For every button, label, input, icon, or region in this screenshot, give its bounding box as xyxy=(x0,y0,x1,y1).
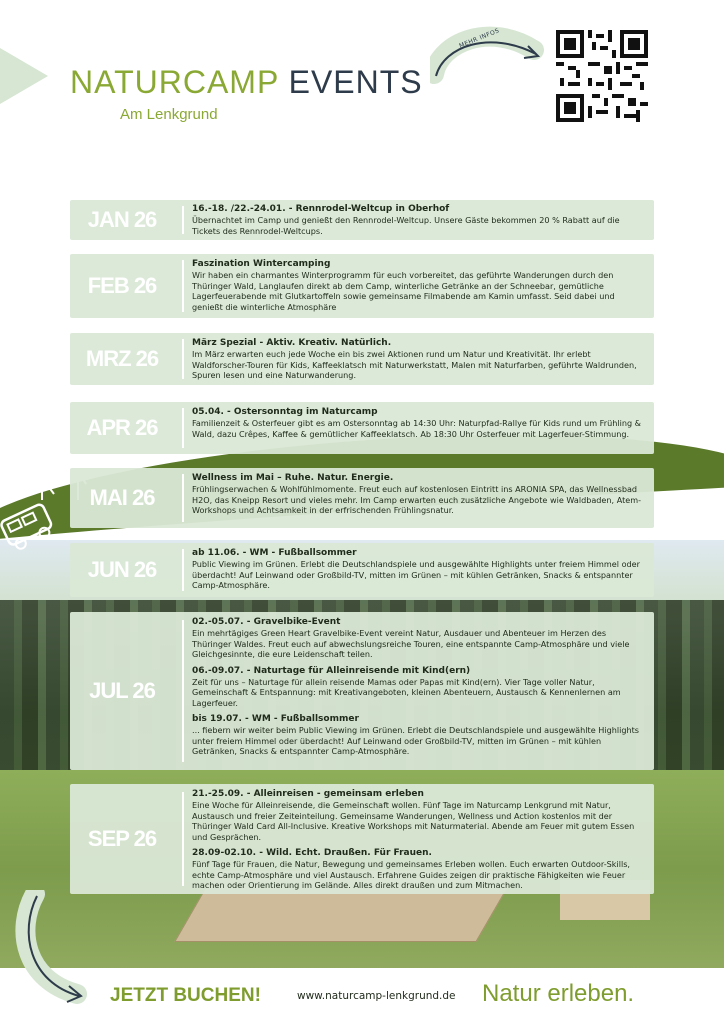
camper-van-icon xyxy=(0,495,56,557)
event-text: Im März erwarten euch jede Woche ein bis zwei Aktionen rund um Natur und Kreativität. Ihr erlebt Waldforscher-Touren für Kids, Kaffeeklatsch mit Naturwerkstatt, Malen mit Naturfarben, geführte Waldrunden, Spuren lesen und eine Naturwanderung. xyxy=(192,349,637,380)
row-divider xyxy=(182,206,184,234)
event-title: Wellness im Mai – Ruhe. Natur. Energie. xyxy=(192,473,394,483)
event-title: Faszination Wintercamping xyxy=(192,259,331,269)
event-text: ... fiebern wir weiter beim Public Viewing im Grünen. Erlebt die Deutschlandspiele und ausgewählte Highlights unter freiem Himmel oder überdacht! Auf Leinwand oder Großbild-TV, mitten im Grünen – mit kühlen Getränken, Snacks & entspannter Camp-Atmosphäre. xyxy=(192,725,640,756)
event-row-jun xyxy=(70,543,654,597)
month-label: SEP 26 xyxy=(87,826,157,851)
event-row-feb xyxy=(70,254,654,318)
event-text: Eine Woche für Alleinreisende, die Gemeinschaft wollen. Fünf Tage im Naturcamp Lenkgrund mit Natur, Austausch und freier Zeiteinteilung. Gemeinsame Wanderungen, Wellness und Action kostenlos mit der Thüringer Wald Card All-Inclusive. Kreative Workshops mit Naturmaterial. Abende am Feuer mit gutem Essen und Gesprächen. xyxy=(192,800,635,842)
event-title: März Spezial - Aktiv. Kreativ. Natürlich. xyxy=(192,338,392,348)
corner-triangle-decoration xyxy=(0,48,48,104)
row-divider xyxy=(182,339,184,379)
row-divider xyxy=(182,408,184,448)
event-row-apr xyxy=(70,402,654,454)
event-text: Übernachtet im Camp und genießt den Rennrodel-Weltcup. Unsere Gäste bekommen 20 % Rabatt auf die Tickets des Rennrodel-Weltcups. xyxy=(192,215,620,236)
event-row-mrz xyxy=(70,333,654,385)
book-now-link[interactable]: JETZT BUCHEN! xyxy=(110,985,261,1006)
slogan: Natur erleben. xyxy=(482,980,635,1007)
row-divider xyxy=(182,549,184,591)
event-text: Familienzeit & Osterfeuer gibt es am Ostersonntag ab 14:30 Uhr: Naturpfad-Rallye für Kids rund um Frühling & Wald, dazu Crêpes, Kaffee & gemütlicher Kaffeeklatsch. Ab 18:30 Uhr Osterfeuer mit Lagerfeuer-Stimmung. xyxy=(192,418,641,439)
event-text: Public Viewing im Grünen. Erlebt die Deutschlandspiele und ausgewählte Highlights unter freiem Himmel oder überdacht! Auf Leinwand oder Großbild-TV, mitten im Grünen – mit kühlen Getränken, Snacks & entspannter Camp-Atmosphäre. xyxy=(192,559,640,590)
month-label: MAI 26 xyxy=(89,485,155,510)
event-title: ab 11.06. - WM - Fußballsommer xyxy=(192,548,357,558)
event-row-sep xyxy=(70,784,654,894)
month-label: MRZ 26 xyxy=(85,346,159,371)
month-label: JAN 26 xyxy=(87,207,157,232)
month-label: JUN 26 xyxy=(87,557,157,582)
month-label: APR 26 xyxy=(86,415,158,440)
event-title: 21.-25.09. - Alleinreisen - gemeinsam erleben xyxy=(192,789,424,799)
event-text: Fünf Tage für Frauen, die Natur, Bewegung und gemeinsames Erleben wollen. Euch erwarten Outdoor-Skills, echte Camp-Atmosphäre und viel Austausch. Erfahrene Guides zeigen dir praktische Fähigkeiten wie Feuer machen oder Orientierung im Gelände. Alles direkt draußen und zum Mitmachen. xyxy=(192,859,630,890)
qr-label: MEHR INFOS xyxy=(458,27,501,50)
logo xyxy=(70,66,423,123)
event-row-mai xyxy=(70,468,654,528)
row-divider xyxy=(182,474,184,522)
row-divider xyxy=(182,620,184,762)
row-divider xyxy=(182,792,184,886)
website-link[interactable]: www.naturcamp-lenkgrund.de xyxy=(297,990,456,1002)
event-title: 06.-09.07. - Naturtage für Alleinreisende mit Kind(ern) xyxy=(192,665,471,676)
month-label: FEB 26 xyxy=(87,273,157,298)
event-text: Zeit für uns – Naturtage für allein reisende Mamas oder Papas mit Kind(ern). Vier Tage voller Natur, Gemeinschaft & Entspannung: mit Kreativangeboten, kleinen Abenteuern, Austausch & Kennenlernen am Lagerfeuer. xyxy=(192,676,621,708)
logo-naturcamp: NATURCAMP xyxy=(70,64,279,100)
event-text: Frühlingserwachen & Wohlfühlmomente. Freut euch auf kostenlosen Eintritt ins ARONIA SPA, das Wellnessbad H2O, das Kneipp Resort und vieles mehr. Im Camp erwarten euch zusätzliche Angebote wie Waldbaden, Atem-Workshops und Achtsamkeit in der erfrischenden Frühlingsnatur. xyxy=(192,484,642,515)
event-text: Ein mehrtägiges Green Heart Gravelbike-Event vereint Natur, Ausdauer und Abenteuer im Herzen des Thüringer Waldes. Freut euch auf abwechslungsreiche Touren, eine entspannte Camp-Atmosphäre und viele Gleichgesinnte, die eure Leidenschaft teilen. xyxy=(192,628,630,659)
event-row-jan xyxy=(70,200,654,240)
event-title: 02.-05.07. - Gravelbike-Event xyxy=(192,617,341,627)
event-title: bis 19.07. - WM - Fußballsommer xyxy=(192,714,359,724)
month-label: JUL 26 xyxy=(89,678,155,703)
cabin-icon xyxy=(660,385,724,445)
curved-arrow-icon xyxy=(15,890,95,1010)
qr-code[interactable] xyxy=(556,30,648,122)
event-text: Wir haben ein charmantes Winterprogramm für euch vorbereitet, das geführte Wanderungen durch den Thüringer Wald, Langlaufen direkt ab dem Camp, winterliche Getränke an der Schneebar, gemütliche Lagerfeuerabende mit Glutkartoffeln sowie gemeinsame Filmabende am Kamin umfasst. Seid dabei und genießt die winterliche Atmosphäre xyxy=(192,270,615,312)
row-divider xyxy=(182,260,184,312)
event-title: 05.04. - Ostersonntag im Naturcamp xyxy=(192,407,378,417)
event-title: 28.09-02.10. - Wild. Echt. Draußen. Für Frauen. xyxy=(192,848,432,858)
event-title: 16.-18. /22.-24.01. - Rennrodel-Weltcup in Oberhof xyxy=(192,204,450,214)
event-row-jul xyxy=(70,612,654,770)
logo-subtitle: Am Lenkgrund xyxy=(120,106,218,123)
logo-events: EVENTS xyxy=(288,64,423,100)
